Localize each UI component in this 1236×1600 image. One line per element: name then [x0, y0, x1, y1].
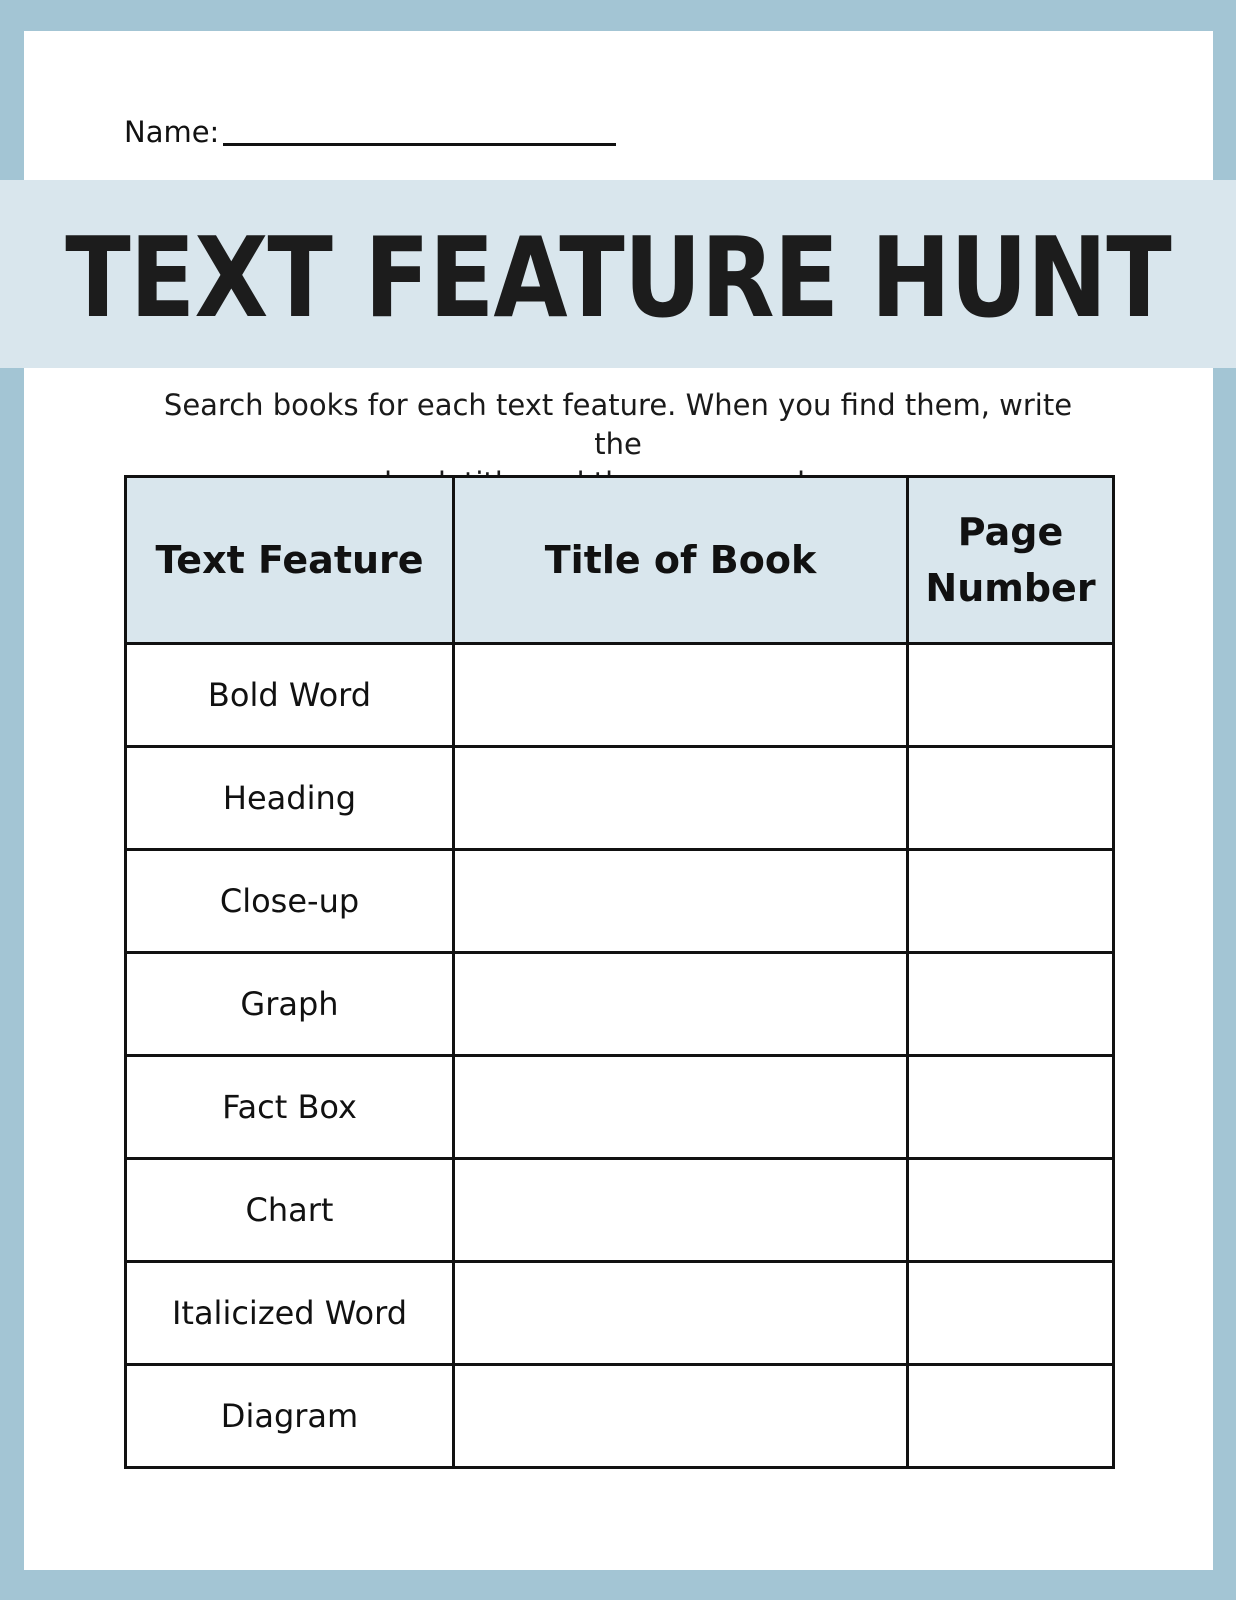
page-number-cell[interactable] — [908, 644, 1114, 747]
feature-cell: Fact Box — [126, 1056, 454, 1159]
book-title-cell[interactable] — [454, 1365, 908, 1468]
table-row — [126, 1365, 1114, 1468]
book-title-cell[interactable] — [454, 1056, 908, 1159]
table-row — [126, 1056, 1114, 1159]
feature-cell: Chart — [126, 1159, 454, 1262]
page-title: TEXT FEATURE HUNT — [65, 213, 1171, 343]
page-number-cell[interactable] — [908, 1159, 1114, 1262]
table-row — [126, 747, 1114, 850]
table-row — [126, 953, 1114, 1056]
page-number-cell[interactable] — [908, 747, 1114, 850]
feature-cell: Italicized Word — [126, 1262, 454, 1365]
header-text-feature: Text Feature — [126, 477, 454, 644]
feature-hunt-table — [124, 475, 1115, 1469]
instructions-line-1: Search books for each text feature. When you find them, write the — [163, 388, 1073, 461]
book-title-cell[interactable] — [454, 850, 908, 953]
page-number-cell[interactable] — [908, 1365, 1114, 1468]
book-title-cell[interactable] — [454, 747, 908, 850]
name-label: Name: — [124, 115, 220, 149]
feature-cell: Diagram — [126, 1365, 454, 1468]
table-row — [126, 1262, 1114, 1365]
table-row — [126, 850, 1114, 953]
book-title-cell[interactable] — [454, 953, 908, 1056]
book-title-cell[interactable] — [454, 1262, 908, 1365]
feature-cell: Close-up — [126, 850, 454, 953]
feature-cell: Heading — [126, 747, 454, 850]
page-number-cell[interactable] — [908, 850, 1114, 953]
book-title-cell[interactable] — [454, 644, 908, 747]
name-blank-line — [223, 143, 616, 146]
page-number-cell[interactable] — [908, 1056, 1114, 1159]
table-header-row — [126, 477, 1114, 644]
feature-cell: Bold Word — [126, 644, 454, 747]
table-row — [126, 1159, 1114, 1262]
title-banner — [0, 180, 1236, 368]
header-page-number — [908, 477, 1114, 644]
header-title-of-book: Title of Book — [454, 477, 908, 644]
page-number-cell[interactable] — [908, 1262, 1114, 1365]
feature-cell: Graph — [126, 953, 454, 1056]
table-row — [126, 644, 1114, 747]
header-page-line-2: Number — [925, 566, 1096, 610]
name-field-row — [124, 115, 616, 149]
page-number-cell[interactable] — [908, 953, 1114, 1056]
header-page-line-1: Page — [957, 510, 1064, 554]
book-title-cell[interactable] — [454, 1159, 908, 1262]
